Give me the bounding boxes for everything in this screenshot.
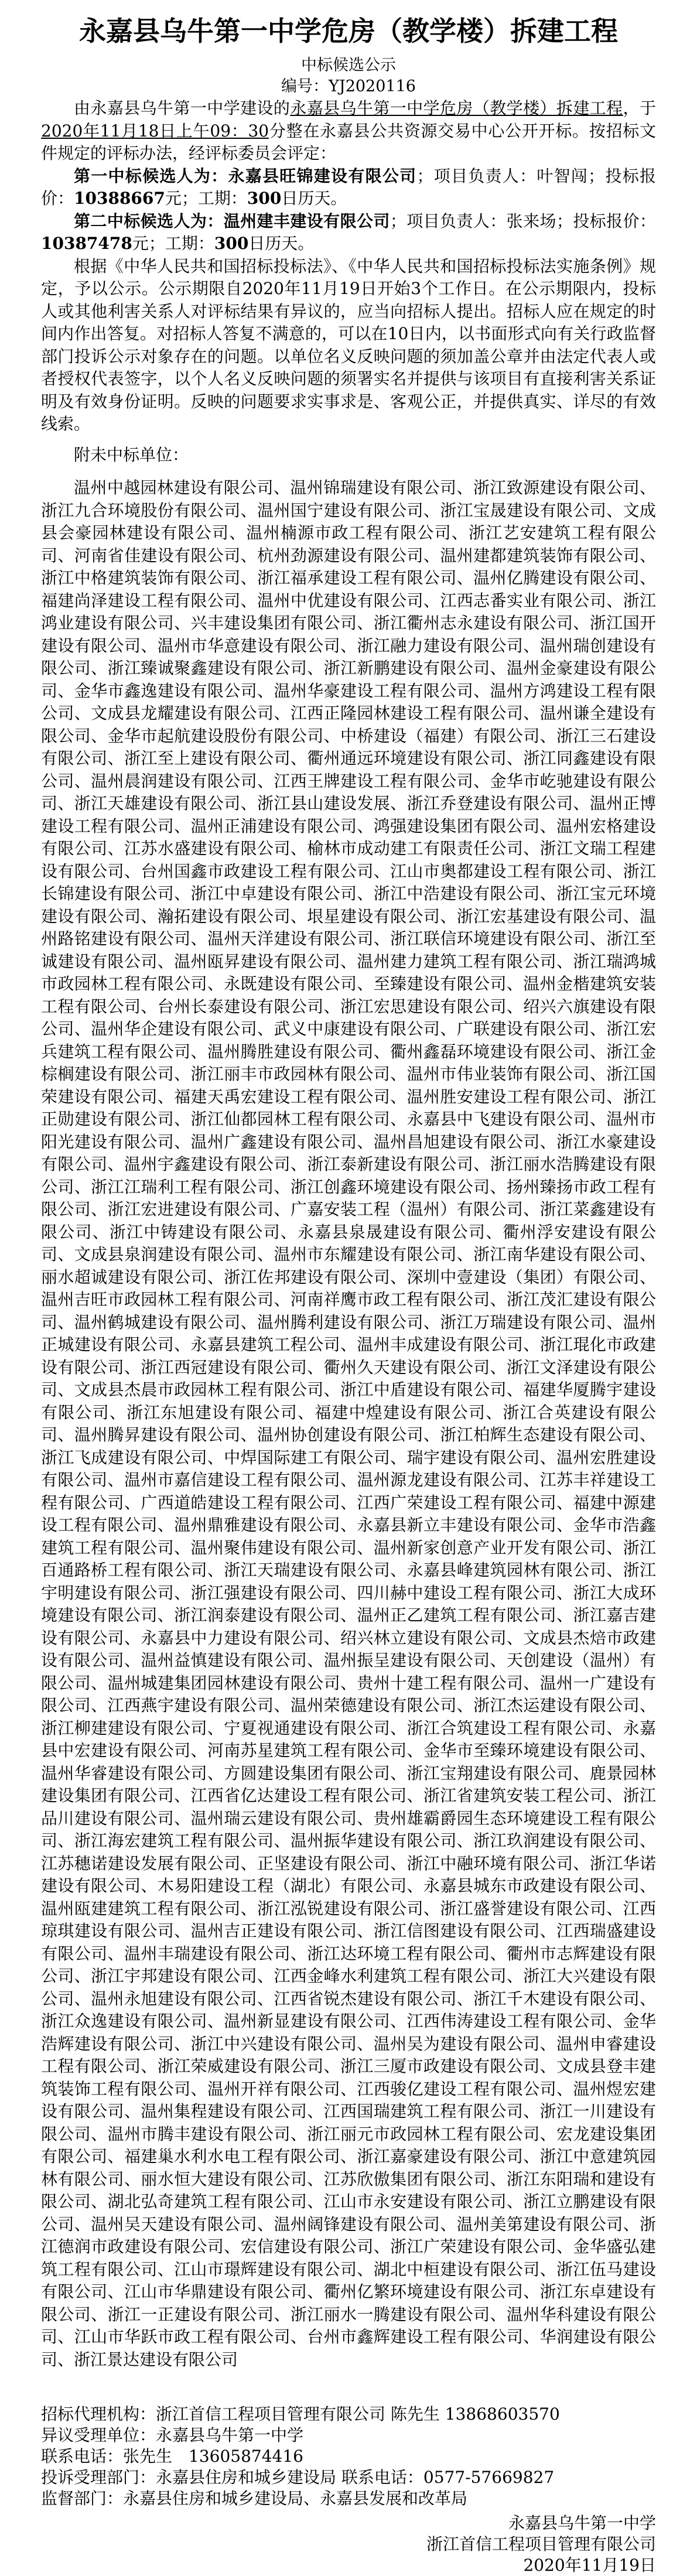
intro-text-a: 由永嘉县乌牛第一中学建设的 [74,98,291,118]
agency-contact: 招标代理机构：浙江首信工程项目管理有限公司 陈先生 13868603570 [41,2404,560,2424]
complaint-department: 投诉受理部门：永嘉县住房和城乡建设局 联系电话：0577-57669827 [41,2468,555,2487]
supervision-department: 监督部门：永嘉县住房和城乡建设局、永嘉县发展和改革局 [41,2489,468,2508]
candidate-first [41,165,656,210]
candidate-label: 第二中标候选人为： [74,211,224,231]
candidate-company: 永嘉县旺锦建设有限公司 [228,166,417,186]
document-number: 编号：YJ2020116 [281,77,416,95]
candidate-label: 第一中标候选人为： [74,166,228,186]
candidate-period-unit: 日历天。 [248,234,315,253]
intro-text-c: 分整在永嘉县公共资源交易中心公开开标。按招标文件规定的评标办法，经评标委员会评定： [41,121,656,163]
contact-phone: 联系电话：张先生 13605874416 [41,2447,303,2466]
signature-block [41,2513,656,2576]
candidate-company: 温州建丰建设有限公司 [223,211,390,231]
signature-org-school: 永嘉县乌牛第一中学 [508,2513,656,2533]
candidate-period: 300 [247,189,282,208]
candidate-second [41,210,656,255]
opening-time: 2020年11月18日上午09：30 [41,121,269,141]
contact-block [41,2404,656,2509]
objection-unit: 异议受理单位：永嘉县乌牛第一中学 [41,2425,304,2445]
intro-paragraph [41,97,656,165]
unsuccessful-units-heading: 附未中标单位： [74,445,189,464]
unsuccessful-units-list: 温州中越园林建设有限公司、温州锦瑞建设有限公司、浙江致源建设有限公司、浙江九合环境股份有限公司、温州国宁建设有限公司、浙江宝晟建设有限公司、文成县会豪园林建设有限公司、温州楠源市政工程有限公司、浙江艺安建筑工程有限公司、河南省佳建设有限公司、杭州劲源建设有限公司、温州建都建筑装饰有限公司、浙江中格建筑装饰有限公司、浙江福承建设工程有限公司、温州亿腾建设有限公司、福建尚泽建设工程有限公司、温州中优建设有限公司、江西志番实业有限公司、浙江鸿业建设有限公司、兴丰建设集团有限公司、浙江衢州志永建设有限公司、浙江国开建设有限公司、温州市华意建设有限公司、浙江融力建设有限公司、温州瑞创建设有限公司、浙江臻诚聚鑫建设有限公司、浙江新鹏建设有限公司、温州金豪建设有限公司、金华市鑫逸建设有限公司、温州华豪建设工程有限公司、温州方鸿建设工程有限公司、文成县龙耀建设有限公司、江西正隆园林建设工程有限公司、温州谦全建设有限公司、金华市起航建设股份有限公司、中桥建设（福建）有限公司、浙江三石建设有限公司、浙江至上建设有限公司、衢州通远环境建设有限公司、浙江同鑫建设有限公司、温州晨润建设有限公司、江西王牌建设工程有限公司、金华市屹驰建设有限公司、浙江天雄建设有限公司、浙江县山建设发展、浙江乔登建设有限公司、温州正博建设工程有限公司、温州正浦建设有限公司、鸿强建设集团有限公司、温州宏格建设有限公司、江苏水盛建设有限公司、榆林市成动建工有限责任公司、浙江文瑞工程建设有限公司、台州国鑫市政建设工程有限公司、江山市奥都建设工程有限公司、浙江长锦建设有限公司、浙江中卓建设有限公司、浙江中浩建设有限公司、浙江宝元环境建设有限公司、瀚拓建设有限公司、垠星建设有限公司、浙江宏基建设有限公司、温州路铭建设有限公司、温州天洋建设有限公司、浙江联信环境建设有限公司、浙江至诚建设有限公司、温州瓯昇建设有限公司、温州建力建筑工程有限公司、浙江瑞鸿城市政园林工程有限公司、永既建设有限公司、至臻建设有限公司、温州金楷建筑安装工程有限公司、台州长泰建设有限公司、浙江宏思建设有限公司、绍兴六旗建设有限公司、温州华企建设有限公司、武义中康建设有限公司、广联建设有限公司、浙江宏兵建筑工程有限公司、温州腾胜建设有限公司、衢州鑫磊环境建设有限公司、浙江金棕榈建设有限公司、浙江丽丰市政园林有限公司、温州市伟业装饰有限公司、浙江国荣建设有限公司、福建天禹宏建设工程有限公司、温州胜安建设工程有限公司、浙江正勋建设有限公司、浙江仙都园林工程有限公司、永嘉县中飞建设有限公司、温州市阳光建设有限公司、温州广鑫建设有限公司、温州昌旭建设有限公司、浙江水豪建设有限公司、温州宇鑫建设有限公司、浙江泰新建设有限公司、浙江丽水浩腾建设有限公司、浙江江瑞利工程有限公司、浙江创鑫环境建设有限公司、扬州臻扬市政工程有限公司、浙江宏进建设有限公司、广嘉安装工程（温州）有限公司、浙江菜鑫建设有限公司、浙江中铸建设有限公司、永嘉县泉晟建设有限公司、衢州浮安建设有限公司、文成县泉润建设有限公司、温州市东耀建设有限公司、浙江南华建设有限公司、丽水超诚建设有限公司、浙江佐邦建设有限公司、深圳中壹建设（集团）有限公司、温州吉旺市政园林工程有限公司、河南祥鹰市政工程有限公司、浙江茂汇建设有限公司、温州鹤城建设有限公司、温州腾利建设有限公司、浙江万瑞建设有限公司、温州正城建设有限公司、永嘉县建筑工程公司、温州丰成建设有限公司、浙江琨化市政建设有限公司、浙江西冠建设有限公司、衢州久天建设有限公司、浙江文泽建设有限公司、文成县杰晨市政园林工程有限公司、浙江中盾建设有限公司、福建华厦腾宇建设有限公司、浙江东旭建设有限公司、福建中煌建设有限公司、浙江合英建设有限公司、温州腾昇建设有限公司、温州协创建设有限公司、浙江柏辉生态建设有限公司、浙江飞成建设有限公司、中焊国际建工有限公司、瑞宇建设有限公司、温州宏胜建设有限公司、温州市嘉信建设工程有限公司、温州源龙建设有限公司、江苏丰祥建设工程有限公司、广西道皓建设工程有限公司、江西广荣建设工程有限公司、福建中源建设工程有限公司、温州鼎雅建设有限公司、永嘉县新立丰建设有限公司、金华市浩鑫建筑工程有限公司、温州聚伟建设有限公司、温州新家创意产业开发有限公司、浙江百通路桥工程有限公司、浙江天瑞建设有限公司、永嘉县峰建筑园林有限公司、浙江宇明建设有限公司、浙江强建设有限公司、四川赫中建设工程有限公司、浙江大成环境建设有限公司、浙江润泰建设有限公司、温州正乙建筑工程有限公司、浙江嘉吉建设有限公司、永嘉县中力建设有限公司、绍兴林立建设有限公司、文成县杰焙市政建设有限公司、温州益慎建设有限公司、温州振呈建设有限公司、天创建设（温州）有限公司、温州城建集团园林建设有限公司、贵州十建工程有限公司、温州一广建设有限公司、江西燕宇建设有限公司、温州荣德建设有限公司、浙江杰运建设有限公司、浙江柳建建设有限公司、宁夏视通建设有限公司、浙江合筑建设工程有限公司、永嘉县中宏建设有限公司、河南苏星建筑工程有限公司、金华市至臻环境建设有限公司、温州华睿建设有限公司、方圆建设集团有限公司、浙江宝翔建设有限公司、鹿景园林建设集团有限公司、江西省亿达建设工程有限公司、浙江省建筑安装工程公司、浙江品川建设有限公司、温州瑞云建设有限公司、贵州雄霸爵园生态环境建设工程有限公司、浙江海宏建筑工程有限公司、温州振华建设有限公司、浙江玖润建设有限公司、江苏穗诺建设发展有限公司、正坚建设有限公司、浙江中融环境有限公司、浙江华诺建设有限公司、木易阳建设工程（湖北）有限公司、永嘉县城东市政建设有限公司、温州瓯建建筑工程有限公司、浙江泓锐建设有限公司、浙江盛誉建设有限公司、江西琼琪建设有限公司、温州吉正建设有限公司、浙江信图建设有限公司、江西瑞盛建设有限公司、温州丰瑞建设有限公司、浙江达环境工程有限公司、衢州市志辉建设有限公司、浙江宇邦建设有限公司、江西金峰水利建筑工程有限公司、浙江大兴建设有限公司、温州永旭建设有限公司、江西省锐杰建设有限公司、浙江千木建设有限公司、浙江众逸建设有限公司、温州新显建设有限公司、江西伟涛建设工程有限公司、金华浩辉建设有限公司、浙江中兴建设有限公司、温州吴为建设有限公司、温州申睿建设工程有限公司、浙江荣威建设有限公司、浙江三厦市政建设有限公司、文成县登丰建筑装饰工程有限公司、温州开祥有限公司、江西骏亿建设工程有限公司、温州煜宏建设有限公司、温州集程建设有限公司、江西国瑞建筑工程有限公司、浙江一川建设有限公司、温州市腾丰建设有限公司、浙江丽元市政园林工程有限公司、宏龙建设集团有限公司、福建巢水利水电工程有限公司、浙江嘉豪建设有限公司、浙江中意建筑园林有限公司、丽水恒大建设有限公司、江苏欣傲集团有限公司、浙江东阳瑞和建设有限公司、湖北弘奇建筑工程有限公司、江山市永安建设有限公司、浙江立鹏建设有限公司、温州吴天建设有限公司、温州阔锋建设有限公司、温州美第建设有限公司、浙江德润市政建设有限公司、宏信建设有限公司、浙江广荣建设有限公司、金华盛弘建筑工程有限公司、江山市璟辉建设有限公司、湖北中桓建设有限公司、浙江伍马建设有限公司、江山市华鼎建设有限公司、衢州亿繁环境建设有限公司、浙江东卓建设有限公司、浙江一正建设有限公司、浙江丽水一腾建设有限公司、温州华科建设有限公司、江山市华跃市政工程有限公司、台州市鑫辉建设工程有限公司、华润建设有限公司、浙江景达建设有限公司 [41,478,656,2369]
notice-paragraph: 根据《中华人民共和国招标投标法》、《中华人民共和国招标投标法实施条例》规定，予以公示。公示期限自2020年11月19日开始3个工作日。在公示期限内，投标人或其他利害关系人对评标结果有异议的，应当向招标人提出。招标人应在规定的时间内作出答复。对招标人答复不满意的，可以在10日内，以书面形式向有关行政监督部门投诉公示对象存在的问题。以单位名义反映问题的须加盖公章并由法定代表人或者授权代表签字，以个人名义反映问题的须署实名并提供与该项目有直接利害关系证明及有效身份证明。反映的问题要求实事求是、客观公正，并提供真实、详尽的有效线索。 [41,256,656,433]
intro-text-b: ，于 [623,98,656,118]
candidate-price: 10388667 [74,189,165,208]
signature-date: 2020年11月19日 [523,2555,656,2575]
candidate-pm: ；项目负责人：张来场；投标报价： [390,211,656,231]
candidate-pm: ；项目负责人：叶智闯；投标报价： [41,166,656,208]
candidate-price-unit: 元；工期： [165,189,247,208]
candidate-price-unit: 元；工期： [132,234,214,253]
announcement-document [41,0,656,2576]
candidate-period-unit: 日历天。 [281,189,347,208]
project-name: 永嘉县乌牛第一中学危房（教学楼）拆建工程 [290,98,623,118]
page-title: 永嘉县乌牛第一中学危房（教学楼）拆建工程 [79,15,618,47]
signature-org-agency: 浙江首信工程项目管理有限公司 [426,2534,656,2554]
page-subtitle: 中标候选公示 [301,56,396,74]
candidate-period: 300 [214,234,249,253]
candidate-price: 10387478 [41,234,132,253]
